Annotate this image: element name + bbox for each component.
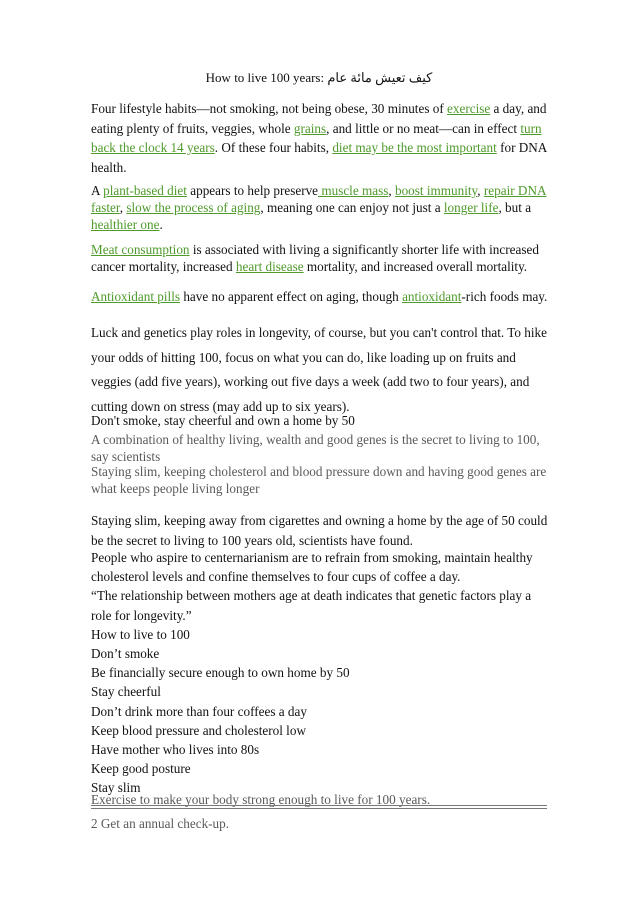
list-item: Be financially secure enough to own home by 50 (91, 665, 350, 681)
title-arabic: كيف تعيش مائة عام (327, 70, 433, 85)
text: mortality, and increased overall mortality. (303, 259, 528, 274)
link-antioxidant[interactable]: antioxidant (402, 289, 462, 304)
link-diet-most-important[interactable]: diet may be the most important (332, 140, 497, 155)
link-plant-based-diet[interactable]: plant-based diet (103, 183, 187, 198)
text: , (119, 200, 127, 215)
link-boost-immunity[interactable]: boost immunity (394, 183, 478, 198)
text: . Of these four habits, (214, 140, 333, 155)
divider (91, 805, 547, 806)
checkup-line: 2 Get an annual check-up. (91, 816, 230, 831)
text: is associated with living a significantly shorter life with increased cancer mortality, increased (91, 242, 539, 274)
line-quote: “The relationship between mothers age at death indicates that genetic factors play a role for longevity.” (91, 588, 532, 623)
text: Four lifestyle habits—not smoking, not being obese, 30 minutes of (91, 101, 448, 116)
paragraph-luck-genetics: Luck and genetics play roles in longevity, of course, but you can't control that. To hike your odds of hitting 100, focus on what you can do, like loading up on fruits and veggies (add five years), working out five days a week (add two to four years), and cutting down on stress (may add up to six years). (91, 325, 547, 414)
list-item: Stay slim (91, 780, 141, 796)
list-item: Don’t drink more than four coffees a day (91, 703, 307, 719)
paragraph-meat-consumption (91, 241, 551, 275)
headline: Don't smoke, stay cheerful and own a home by 50 (91, 413, 355, 428)
paragraph-plant-based-diet (91, 182, 551, 233)
link-muscle-mass[interactable]: muscle mass (318, 183, 389, 198)
link-grains[interactable]: grains (293, 120, 327, 136)
list-item: Don’t smoke (91, 646, 160, 662)
link-repair-dna[interactable]: repair DNA faster (91, 183, 547, 215)
text: A (91, 183, 104, 198)
paragraph-lifestyle-habits (91, 99, 551, 177)
text: , (477, 183, 484, 198)
text: , and little or no meat—can in effect (326, 120, 521, 136)
link-turn-back-clock[interactable]: turn back the clock 14 years (91, 120, 542, 155)
text: , but a (498, 200, 532, 215)
text: . (159, 217, 163, 232)
paragraph-antioxidants (91, 288, 551, 305)
list-item: Keep good posture (91, 761, 191, 777)
paragraph-secret-to-100: Staying slim, keeping away from cigarettes and owning a home by the age of 50 could be the secret to living to 100 years old, scientists have found. (91, 513, 548, 548)
link-healthier-one[interactable]: healthier one (91, 217, 160, 232)
title-english: How to live 100 years: (205, 70, 328, 85)
link-longer-life[interactable]: longer life (443, 200, 499, 215)
text: , (388, 183, 395, 198)
link-heart-disease[interactable]: heart disease (235, 259, 304, 274)
list-heading: How to live to 100 (91, 626, 190, 642)
text: -rich foods may. (461, 289, 548, 304)
link-meat-consumption[interactable]: Meat consumption (91, 242, 190, 257)
exercise-line: Exercise to make your body strong enough to live for 100 years. (91, 792, 431, 807)
link-exercise[interactable]: exercise (447, 101, 491, 116)
article-lines (91, 548, 551, 798)
subheadline: A combination of healthy living, wealth and good genes is the secret to living to 100, say scientists (91, 432, 540, 464)
text: appears to help preserve (186, 183, 319, 198)
text: a day, and eating plenty of fruits, veggies, whole (91, 101, 547, 136)
text: have no apparent effect on aging, though (180, 289, 403, 304)
link-slow-aging[interactable]: slow the process of aging (126, 200, 261, 215)
divider (91, 808, 547, 809)
text: for DNA health. (91, 140, 547, 175)
list-item: Keep blood pressure and cholesterol low (91, 722, 306, 738)
page-title (0, 70, 638, 86)
link-antioxidant-pills[interactable]: Antioxidant pills (91, 289, 181, 304)
text: , meaning one can enjoy not just a (260, 200, 444, 215)
line-centenarianism: People who aspire to centernarianism are to refrain from smoking, maintain healthy cholesterol levels and confine themselves to four cups of coffee a day. (91, 550, 533, 585)
list-item: Have mother who lives into 80s (91, 742, 260, 758)
caption: Staying slim, keeping cholesterol and blood pressure down and having good genes are what keeps people living longer (91, 464, 547, 496)
list-item: Stay cheerful (91, 684, 161, 700)
